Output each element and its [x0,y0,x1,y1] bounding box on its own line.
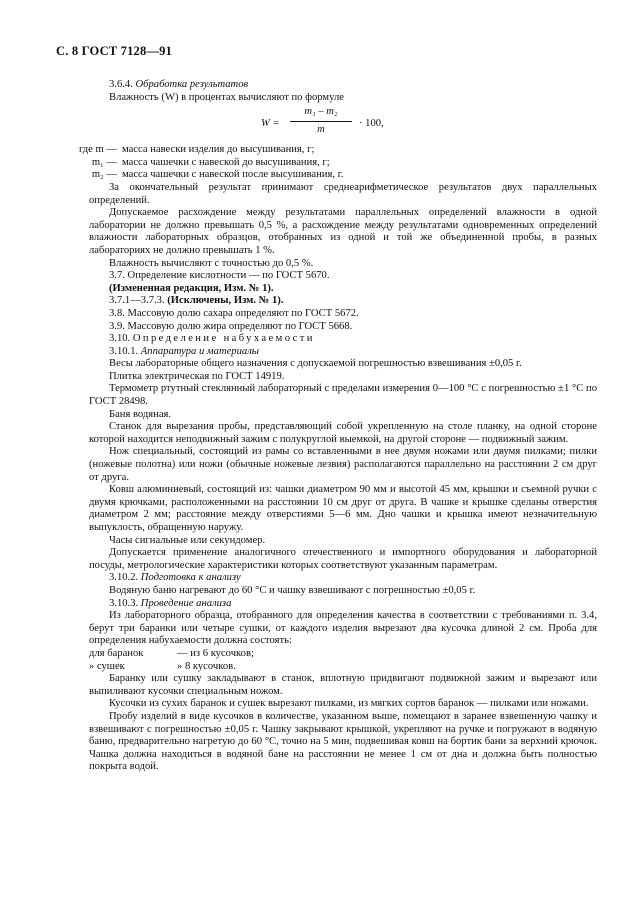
paragraph: Допускается применение аналогичного отечественного и импортного оборудования и лабораторной посуды, метрологические характеристики которых соответствуют указанным параметрам. [89,547,597,571]
paragraph: За окончательный результат принимают среднеарифметическое результатов двух параллельных определений. [89,181,597,206]
formula-rhs: · 100, [359,118,384,130]
legend-symbol: m₂ — [91,169,117,181]
excluded-clauses [89,295,597,308]
page-header: С. 8 ГОСТ 7128—91 [56,44,173,58]
paragraph: Баня водяная. [109,408,172,420]
paragraph: Станок для вырезания пробы, представляющий собой укрепленную на столе планку, на одной стороне которой находится неподвижный зажим с полукруглой выемкой, на другой стороне — подвижный зажим. [89,421,597,445]
amendment-note: (Измененная редакция, Изм. № 1). [109,282,274,294]
formula-denominator: m [317,123,325,135]
legend-symbol: m₁ — [91,156,117,168]
paragraph: Плитка электрическая по ГОСТ 14919. [109,370,285,382]
section-number: 3.10.2. [109,572,139,584]
formula-fraction [290,106,352,136]
list-item-value: — из 6 кусочков; [177,647,254,659]
section-title: Проведение анализа [140,597,232,609]
section-3-6-4-heading [89,79,597,92]
section-title: Определение набухаемости [132,333,315,345]
section-title: Аппаратура и материалы [140,345,259,357]
legend-text: масса навески изделия до высушивания, г; [122,144,315,156]
paragraph: Весы лабораторные общего назначения с допускаемой погрешностью взвешивания ±0,05 г. [109,358,522,370]
section-number: 3.10. [109,333,131,345]
section-number: 3.6.4. [109,79,133,90]
formula-legend [55,144,595,182]
clause-range: 3.7.1—3.7.3. [109,295,168,307]
paragraph: Термометр ртутный стеклянный лабораторный с пределами измерения 0—100 °С с погрешностью ±1 °С по ГОСТ 28498. [89,383,597,408]
list-item [89,648,597,661]
excluded-note: (Исключены, Изм. № 1). [167,295,284,307]
formula-lhs: W = [261,118,280,130]
section-3-10-2-heading [89,572,597,585]
section-number: 3.10.3. [109,597,139,609]
section-3-10-1-heading [89,346,597,359]
formula-numerator: m₁ – m₂ [290,106,352,122]
list-item-label: » сушек [89,660,125,672]
paragraph: Кусочки из сухих баранок и сушек вырезают пилками, из мягких сортов баранок — пилками или ножами. [109,698,589,710]
legend-row [55,144,595,157]
moisture-formula [89,104,597,144]
paragraph: Нож специальный, состоящий из рамы со вставленными в нее двумя ножами или двумя пилками; пилки (ножевые полотна) или ножи (обычные ножевые лезвия) располагаются параллельно на расстоянии 2 см друг от друга. [89,446,597,483]
moisture-intro: Влажность (W) в процентах вычисляют по формуле [109,91,344,103]
document-body [78,79,597,774]
list-item [89,661,597,674]
paragraph: Баранку или сушку закладывают в станок, вплотную придвигают подвижной зажим и вырезают или выпиливают кусочки специальным ножом. [89,673,597,697]
paragraph: 3.7. Определение кислотности — по ГОСТ 5670. [109,270,330,282]
paragraph: Пробу изделий в виде кусочков в количестве, указанном выше, помещают в заранее взвешенную чашку и взвешивают с погрешностью ±0,05 г. Чашку закрывают крышкой, укрепляют на ручке и погружают в водяную баню, предварительно нагретую до 60 °С, точно на 5 мин, подвешивая ковш на бортик бани за верхний крючок. Чашка должна находиться в водяной бане на расстоянии не менее 1 см от дна и должна быть полностью покрыта водой. [89,710,597,773]
section-title: Подготовка к анализу [140,572,241,584]
section-number: 3.10.1. [109,345,139,357]
section-3-10-heading [89,333,597,346]
paragraph: Водяную баню нагревают до 60 °С и чашку взвешивают с погрешностью ±0,05 г. [109,584,476,596]
legend-row [55,157,595,170]
paragraph: Из лабораторного образца, отобранного для определения качества в соответствии с требованиями п. 3.4, берут три баранки или четыре сушки, от каждого изделия вырезают два кусочка длиной 2 см. Проба для определения набухаемости должна состоять: [89,610,597,647]
section-3-10-3-heading [89,598,597,611]
legend-text: масса чашечки с навеской до высушивания, г; [122,156,330,168]
paragraph: Ковш алюминиевый, состоящий из: чашки диаметром 90 мм и высотой 45 мм, крышки и съемной ручки с двумя крючками, расположенными на расстоянии 10 см друг от друга. В чашке и крышке сделаны отверстия диаметром 2 мм; расстояние между отверстиями 5—6 мм. Дно чашки и крышка имеют незначительную выпуклость, обращенную наружу. [89,484,597,533]
paragraph: Допускаемое расхождение между результатами параллельных определений влажности в одной лаборатории не должно превышать 0,5 %, а расхождение между результатами одновременных определений влажности лабораторных образцов, отобранных из одной и той же объединенной пробы, в разных лабораториях не должно превышать 1 %. [89,207,597,256]
paragraph: 3.8. Массовую долю сахара определяют по ГОСТ 5672. [109,307,359,319]
list-item-label: для баранок [89,647,144,659]
paragraph: 3.9. Массовую долю жира определяют по ГОСТ 5668. [109,320,353,332]
legend-text: масса чашечки с навеской после высушивания, г. [122,169,344,181]
legend-row [55,169,595,182]
section-title: Обработка результатов [135,79,249,90]
list-item-value: » 8 кусочков. [177,660,236,672]
paragraph: Часы сигнальные или секундомер. [109,534,266,546]
legend-symbol: где m — [78,144,117,156]
paragraph: Влажность вычисляют с точностью до 0,5 %. [109,257,314,269]
